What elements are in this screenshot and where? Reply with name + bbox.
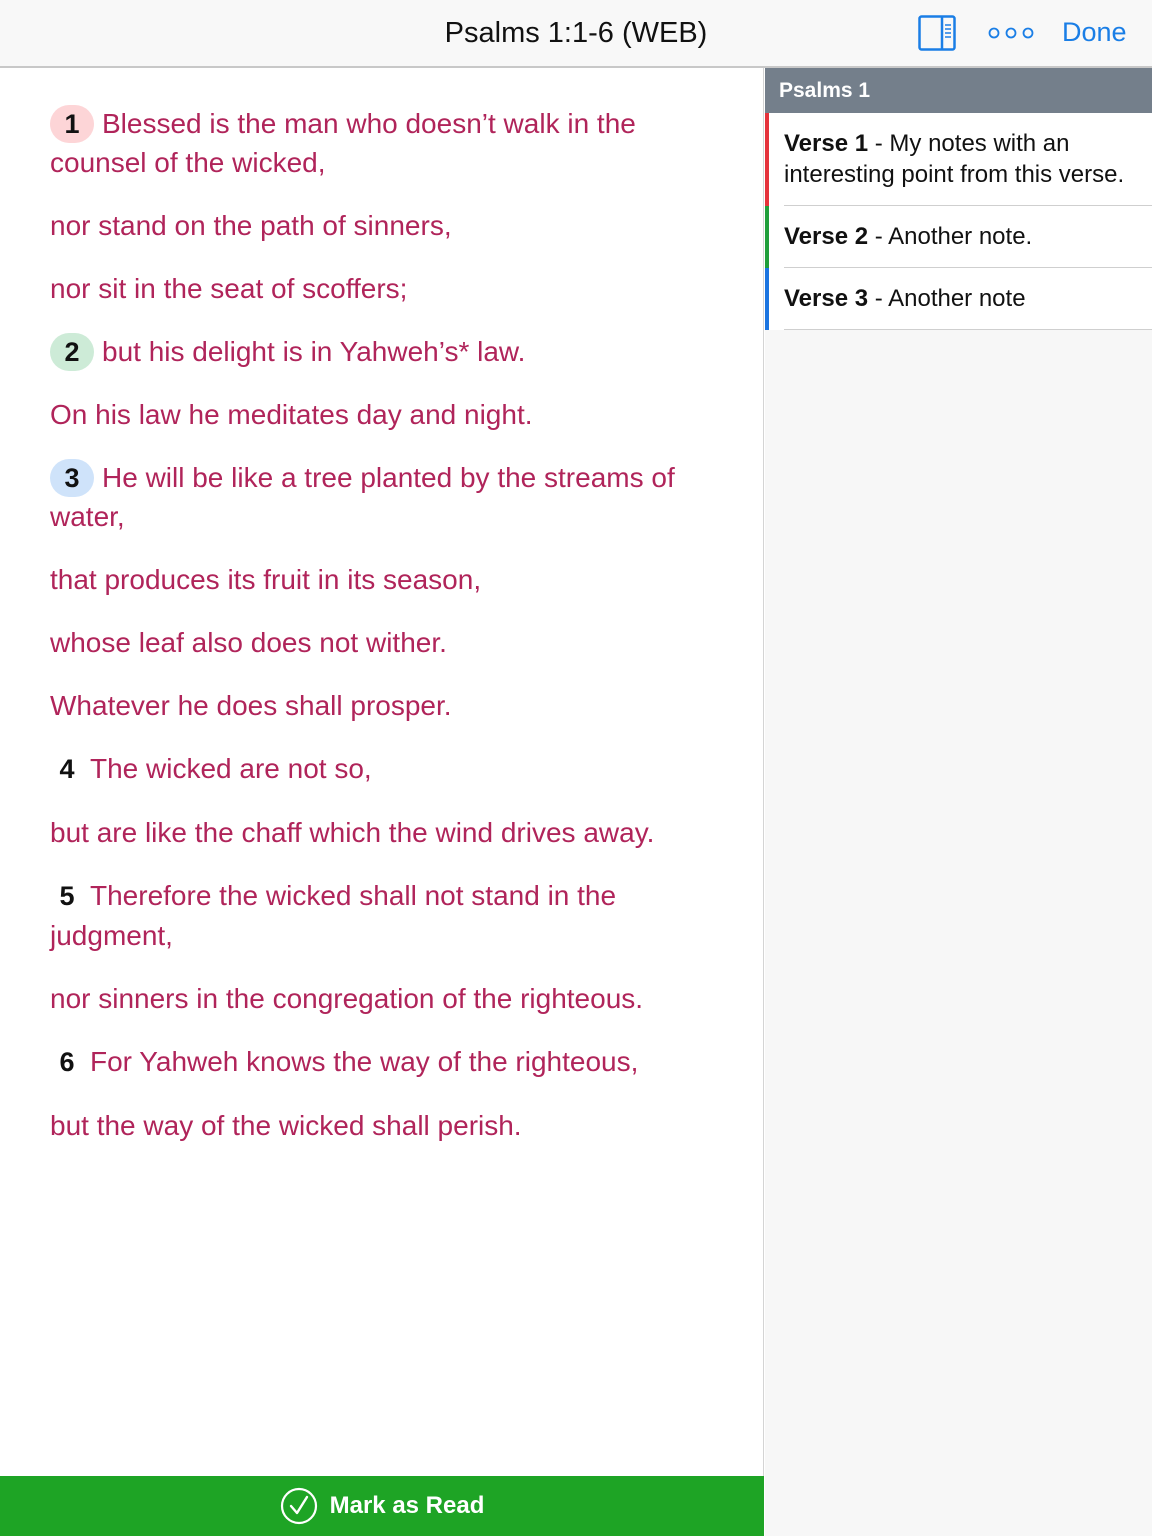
navigation-bar: [0, 0, 1152, 68]
note-item[interactable]: [765, 113, 1152, 206]
verse-number[interactable]: 1: [50, 105, 94, 143]
verse-text: Blessed is the man who doesn’t walk in the counsel of the wicked,: [50, 108, 636, 178]
scripture-line[interactable]: [50, 104, 723, 182]
page-title: Psalms 1:1-6 (WEB): [444, 17, 708, 49]
scripture-line[interactable]: [50, 1042, 723, 1082]
note-text: My notes with an interesting point from this verse.: [784, 130, 1125, 188]
note-separator: -: [868, 285, 889, 312]
note-verse-label: Verse 1: [784, 130, 869, 157]
note-verse-label: Verse 3: [784, 285, 869, 312]
mark-as-read-button[interactable]: [0, 1476, 764, 1536]
note-item[interactable]: [765, 268, 1152, 330]
verse-text: Whatever he does shall prosper.: [50, 690, 452, 721]
verse-text: but his delight is in Yahweh’s* law.: [102, 336, 526, 367]
scripture-line[interactable]: [50, 332, 723, 371]
verse-text: nor sinners in the congregation of the righteous.: [50, 983, 644, 1014]
scripture-line[interactable]: [50, 623, 723, 662]
verse-number[interactable]: 4: [59, 754, 75, 784]
scripture-line[interactable]: [50, 876, 723, 955]
verse-number[interactable]: 6: [59, 1047, 75, 1077]
note-divider: [784, 329, 1152, 330]
sidebar-panel-icon[interactable]: [918, 15, 956, 51]
notes-panel: [765, 68, 1152, 1536]
note-color-bar: [765, 206, 769, 268]
notes-header: Psalms 1: [765, 68, 1152, 113]
scripture-line[interactable]: [50, 979, 723, 1018]
note-text: Another note: [888, 285, 1026, 312]
verse-text: On his law he meditates day and night.: [50, 399, 533, 430]
note-separator: -: [868, 130, 890, 157]
verse-text: Therefore the wicked shall not stand in the judgment,: [50, 880, 617, 951]
done-button[interactable]: Done: [1062, 17, 1127, 47]
note-text: Another note.: [888, 223, 1033, 250]
scripture-line[interactable]: [50, 458, 723, 536]
verse-text: The wicked are not so,: [90, 753, 372, 784]
scripture-reading-pane[interactable]: [0, 68, 764, 1476]
verse-text: but the way of the wicked shall perish.: [50, 1110, 522, 1141]
scripture-line[interactable]: [50, 269, 723, 308]
verse-text: whose leaf also does not wither.: [50, 627, 447, 658]
scripture-line[interactable]: [50, 560, 723, 599]
verse-text: nor stand on the path of sinners,: [50, 210, 452, 241]
verse-number[interactable]: 5: [59, 881, 75, 911]
note-separator: -: [868, 223, 889, 250]
verse-text: For Yahweh knows the way of the righteous,: [90, 1046, 639, 1077]
scripture-line[interactable]: [50, 749, 723, 789]
verse-text: but are like the chaff which the wind drives away.: [50, 817, 655, 848]
mark-as-read-label: Mark as Read: [329, 1492, 485, 1519]
more-dots-icon[interactable]: [986, 20, 1036, 46]
notes-list: [765, 113, 1152, 330]
scripture-line[interactable]: [50, 206, 723, 245]
scripture-line[interactable]: [50, 395, 723, 434]
check-circle-icon: [280, 1487, 318, 1525]
verse-number[interactable]: 2: [50, 333, 94, 371]
note-verse-label: Verse 2: [784, 223, 869, 250]
scripture-line[interactable]: [50, 1106, 723, 1145]
verse-text: that produces its fruit in its season,: [50, 564, 482, 595]
note-color-bar: [765, 268, 769, 330]
verse-text: nor sit in the seat of scoffers;: [50, 273, 408, 304]
note-color-bar: [765, 113, 769, 206]
verse-number[interactable]: 3: [50, 459, 94, 497]
scripture-line[interactable]: [50, 686, 723, 725]
scripture-line[interactable]: [50, 813, 723, 852]
note-item[interactable]: [765, 206, 1152, 268]
verse-text: He will be like a tree planted by the streams of water,: [50, 462, 675, 532]
